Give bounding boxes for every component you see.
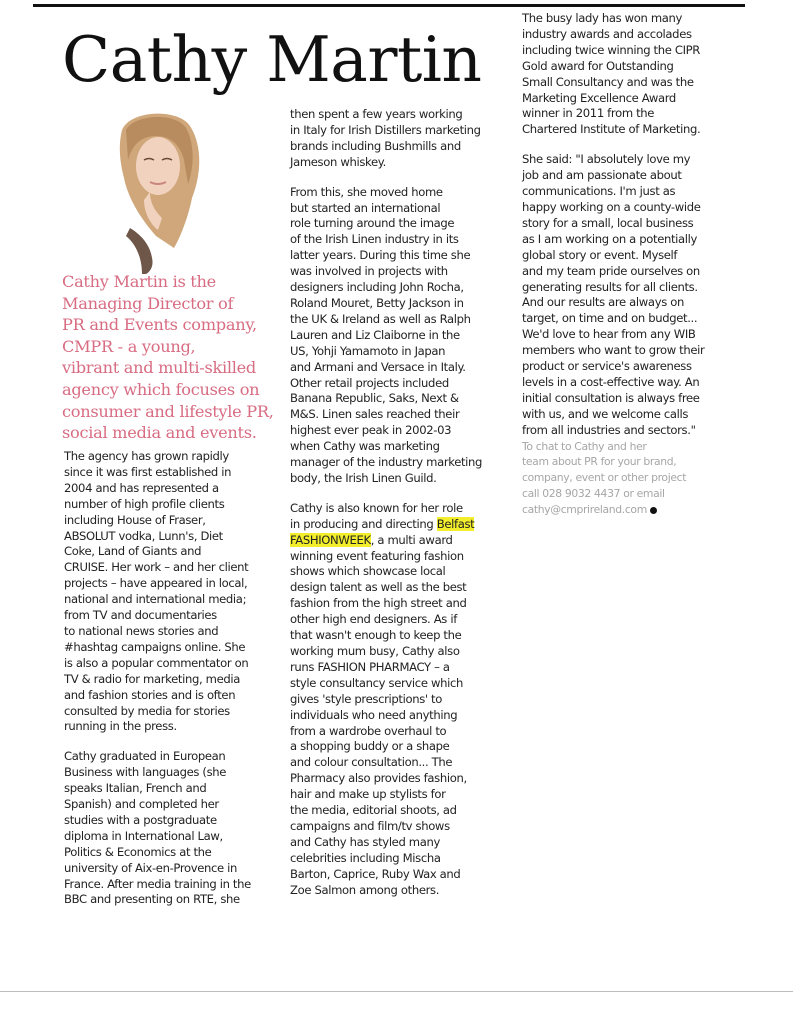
body-line: She said: "I absolutely love my: [522, 152, 691, 167]
body-line: Politics & Economics at the: [64, 844, 212, 859]
lead-paragraph: [62, 271, 272, 444]
body-line: and Cathy has styled many: [290, 834, 441, 849]
body-line: industry awards and accolades: [522, 26, 692, 41]
body-line: 2004 and has represented a: [64, 480, 219, 495]
body-line: and Armani and Versace in Italy.: [290, 359, 466, 374]
body-text: in producing and directing: [290, 516, 437, 531]
body-line: story for a small, local business: [522, 215, 694, 230]
body-text: , a multi award: [370, 532, 453, 547]
body-line: body, the Irish Linen Guild.: [290, 470, 437, 485]
body-line: that wasn't enough to keep the: [290, 628, 462, 643]
body-line: #hashtag campaigns online. She: [64, 639, 246, 654]
portrait-photo: [100, 108, 205, 274]
body-line: France. After media training in the: [64, 876, 251, 891]
body-line: M&S. Linen sales reached their: [290, 407, 460, 422]
body-line: runs FASHION PHARMACY – a: [290, 659, 450, 674]
contact-line: call 028 9032 4437 or email: [522, 487, 665, 501]
highlighted-text: Belfast: [436, 516, 475, 531]
body-line: in Italy for Irish Distillers marketing: [290, 122, 481, 137]
body-line: happy working on a county-wide: [522, 199, 701, 214]
body-line: Small Consultancy and was the: [522, 74, 694, 89]
body-line: from TV and documentaries: [64, 608, 217, 623]
paragraph-gap: [290, 487, 495, 501]
body-line: projects – have appeared in local,: [64, 576, 248, 591]
body-line: [290, 517, 495, 533]
body-line: style consultancy service which: [290, 675, 463, 690]
body-line: role turning around the image: [290, 216, 455, 231]
body-line: The busy lady has won many: [522, 11, 683, 25]
body-line: target, on time and on budget...: [522, 311, 698, 326]
lead-line: Managing Director of: [62, 293, 234, 313]
body-line: was involved in projects with: [290, 264, 448, 279]
body-line: the UK & Ireland as well as Ralph: [290, 311, 471, 326]
body-line: Spanish) and completed her: [64, 797, 219, 812]
body-line: fashion from the high street and: [290, 596, 467, 611]
body-line: communications. I'm just as: [522, 184, 676, 199]
body-line: US, Yohji Yamamoto in Japan: [290, 343, 446, 358]
body-line: consulted by media for stories: [64, 703, 230, 718]
body-line: job and am passionate about: [522, 168, 682, 183]
body-line: when Cathy was marketing: [290, 439, 440, 454]
column-3: [522, 11, 722, 518]
body-line: winner in 2011 from the: [522, 106, 655, 121]
end-mark-icon: [650, 507, 657, 514]
body-line: TV & radio for marketing, media: [64, 671, 240, 686]
body-line: manager of the industry marketing: [290, 455, 483, 470]
body-line: and colour consultation... The: [290, 755, 453, 770]
paragraph-gap: [522, 138, 722, 152]
body-line: number of high profile clients: [64, 496, 225, 511]
body-line: Roland Mouret, Betty Jackson in: [290, 295, 464, 310]
body-line: is also a popular commentator on: [64, 655, 249, 670]
body-line: members who want to grow their: [522, 343, 705, 358]
body-line: of the Irish Linen industry in its: [290, 232, 459, 247]
paragraph-gap: [64, 735, 269, 749]
column-2: [290, 107, 495, 899]
body-line: national and international media;: [64, 592, 247, 607]
body-line: studies with a postgraduate: [64, 812, 217, 827]
lead-line: PR and Events company,: [62, 315, 257, 335]
body-line: brands including Bushmills and: [290, 138, 461, 153]
body-line: Chartered Institute of Marketing.: [522, 122, 701, 137]
contact-line: [522, 502, 722, 518]
body-line: Cathy is also known for her role: [290, 500, 463, 515]
body-line: Gold award for Outstanding: [522, 58, 674, 73]
body-line: designers including John Rocha,: [290, 280, 464, 295]
body-line: initial consultation is always free: [522, 390, 700, 405]
body-line: from all industries and sectors.": [522, 422, 696, 437]
body-line: since it was first established in: [64, 464, 232, 479]
highlighted-text: FASHIONWEEK: [290, 532, 371, 547]
body-line: and my team pride ourselves on: [522, 263, 700, 278]
body-line: Jameson whiskey.: [290, 154, 386, 169]
body-line: Barton, Caprice, Ruby Wax and: [290, 866, 461, 881]
paragraph-gap: [290, 171, 495, 185]
body-line: as I am working on a potentially: [522, 231, 698, 246]
contact-line: team about PR for your brand,: [522, 455, 677, 469]
body-line: global story or event. Myself: [522, 247, 678, 262]
body-line: ABSOLUT vodka, Lunn's, Diet: [64, 528, 223, 543]
body-line: from a wardrobe overhaul to: [290, 723, 447, 738]
article-title: Cathy Martin: [62, 23, 482, 96]
body-line: Cathy graduated in European: [64, 749, 226, 764]
body-line: other high end designers. As if: [290, 612, 457, 627]
contact-email[interactable]: cathy@cmprireland.com: [522, 503, 647, 517]
body-line: [290, 533, 495, 549]
body-line: and fashion stories and is often: [64, 687, 236, 702]
lead-line: consumer and lifestyle PR,: [62, 401, 274, 421]
body-line: a shopping buddy or a shape: [290, 739, 450, 754]
body-line: latter years. During this time she: [290, 248, 471, 263]
body-line: working mum busy, Cathy also: [290, 644, 460, 658]
body-line: BBC and presenting on RTE, she: [64, 892, 240, 907]
body-line: speaks Italian, French and: [64, 781, 207, 796]
body-line: Marketing Excellence Award: [522, 90, 676, 105]
lead-line: Cathy Martin is the: [62, 272, 216, 291]
lead-line: CMPR - a young,: [62, 336, 196, 356]
body-line: shows which showcase local: [290, 564, 446, 579]
lead-line: social media and events.: [62, 423, 257, 443]
body-line: winning event featuring fashion: [290, 548, 464, 563]
contact-line: company, event or other project: [522, 471, 687, 485]
lead-line: vibrant and multi-skilled: [62, 358, 256, 378]
body-line: but started an international: [290, 200, 441, 215]
top-rule: [33, 4, 745, 7]
body-line: Lauren and Liz Claiborne in the: [290, 327, 460, 342]
body-line: product or service's awareness: [522, 359, 692, 374]
body-line: Coke, Land of Giants and: [64, 544, 202, 559]
lead-line: agency which focuses on: [62, 379, 260, 399]
body-line: the media, editorial shoots, ad: [290, 803, 457, 818]
body-line: Zoe Salmon among others.: [290, 882, 440, 897]
body-line: And our results are always on: [522, 295, 684, 310]
body-line: We'd love to hear from any WIB: [522, 327, 696, 342]
contact-line: To chat to Cathy and her: [522, 439, 647, 453]
body-line: CRUISE. Her work – and her client: [64, 560, 249, 575]
body-line: then spent a few years working: [290, 107, 463, 121]
body-line: generating results for all clients.: [522, 279, 698, 294]
body-line: gives 'style prescriptions' to: [290, 691, 442, 706]
body-line: Business with languages (she: [64, 765, 227, 780]
body-line: levels in a cost-effective way. An: [522, 374, 700, 389]
body-line: with us, and we welcome calls: [522, 406, 689, 421]
column-1: [64, 449, 269, 908]
body-line: celebrities including Mischa: [290, 850, 441, 865]
body-line: including twice winning the CIPR: [522, 42, 701, 57]
body-line: hair and make up stylists for: [290, 787, 446, 802]
body-line: to national news stories and: [64, 623, 219, 638]
body-line: diploma in International Law,: [64, 828, 223, 843]
body-line: highest ever peak in 2002-03: [290, 423, 452, 438]
body-line: The agency has grown rapidly: [64, 449, 229, 463]
body-line: Pharmacy also provides fashion,: [290, 771, 467, 786]
body-line: university of Aix-en-Provence in: [64, 860, 238, 875]
body-line: design talent as well as the best: [290, 580, 467, 595]
body-line: campaigns and film/tv shows: [290, 818, 450, 833]
body-line: Other retail projects included: [290, 375, 449, 390]
body-line: From this, she moved home: [290, 184, 443, 199]
body-line: Banana Republic, Saks, Next &: [290, 391, 459, 406]
body-line: running in the press.: [64, 719, 177, 734]
body-line: including House of Fraser,: [64, 512, 206, 527]
bottom-rule: [0, 991, 793, 992]
body-line: individuals who need anything: [290, 707, 458, 722]
